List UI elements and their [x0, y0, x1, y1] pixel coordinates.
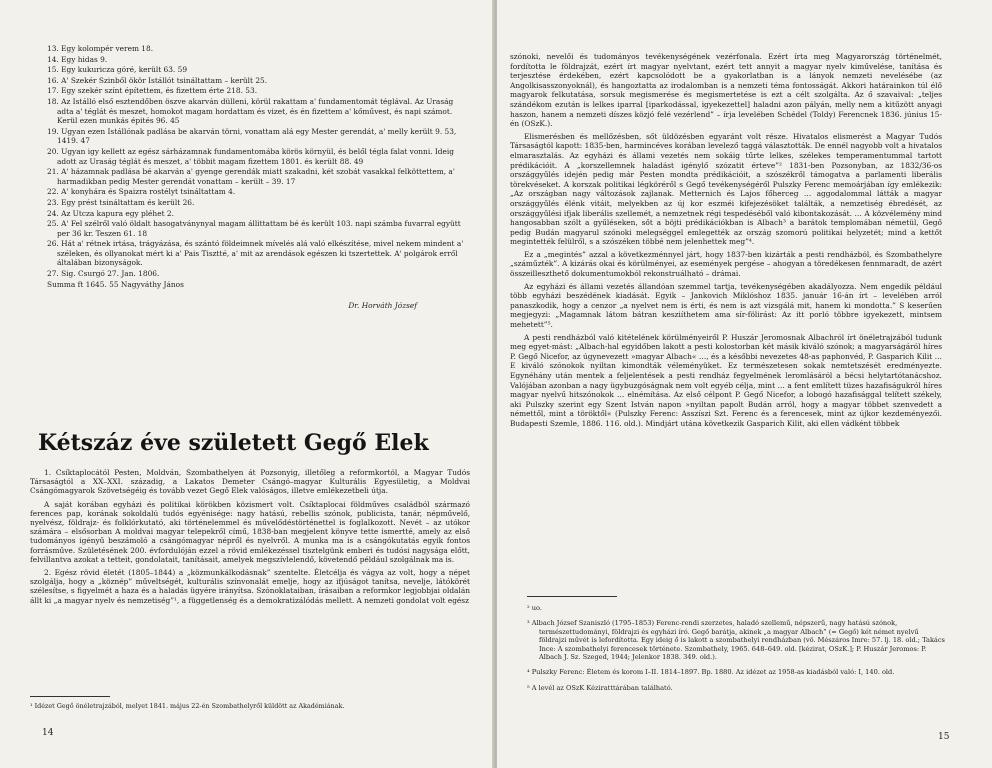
page-number: 15	[938, 732, 950, 742]
paragraph: Elismerésben és mellőzésben, sőt üldözésben egyaránt volt része. Hivatalos elismerést a Magyar Tudós Társaságtól kapott: 1835-ben, harmincéves korában levelező taggá választották. De ennél nagyobb volt a hivatalos elmarasztalás. Az egyházi és állami vezetés nem sokáig tűrte lelkes, szélekes temperamentummal tartott prédikációit. A „korszellemnek haladást igénylő szózatit érteve”² 1831-ben Pozsonyban, az 1832/36-os országgyűlés idején pedig már Pesten mondta prédikációit, a szószékről támogatva a parlamenti liberális törekvéseket. A korszak politikai légköréről s Gegő tevékenységéről Pulszky Ferenc memoárjában így emlékezik: „Az országban nagy változások zajlanak. Metternich és Lajos főherceg … aggodalommal látták a magyar országgyűlés élénk vitáit, melyekben az új kor eszméi kifejezésöket találták, a nemzetiség ébredését, az országgyűlési ifjak liberális szellemét, a nemzetnek régi tespedéséből való kibontakozását. … A közvélemény mind hangosabban szólt a gyűléseken, sőt a böjti prédikációkban is Albach³ a barátok templomában németül, Gegő pedig Budán magyarul szónoki melegséggel emlegették az ország szomorú politikai helyzetét; mind a kettőt megintették felülről, s a szószéken többé nem jelenhettek meg”⁴.	[510, 131, 942, 247]
footnote-divider	[527, 596, 617, 597]
footnote: ³ Albach József Szaniszló (1795–1853) Ferenc-rendi szerzetes, haladó szellemű, népszerű, nagy hatású szónok, természettudományi, földrajzi és egyházi író. Gegő barátja, akinek „a magyar Albach” (= Gegő) két német nyelvű földrajzi művét is lefordította. Egy ideig ő is lakott a szombathelyi rendházban (vö. Mészáros Imre: 57. lj. 18. old.; Takács Ince: A szombathelyi ferencesek története. Szombathely, 1965. 648–649. old. [kézirat, OSzK.]; P. Huszár Jeromos: P. Albach J. Sz. Szeged, 1944; Jelenkor 1838. 349. old.).	[527, 619, 945, 662]
list-item: 20. Ugyan igy kellett az egész sárházamnak fundamentomába körös környül, és belől tégla falat vonni. Ideig adott az Uraság téglát és meszet, a' többit magam fizettem 1801. és került 88. 49	[47, 146, 455, 166]
article-author: Dr. Horváth József	[348, 301, 417, 311]
footnote-divider	[30, 696, 110, 697]
footnotes	[527, 604, 947, 699]
page-number: 14	[42, 728, 54, 738]
paragraph: 2. Egész rövid életét (1805–1844) a „közmunkálkodásnak” szentelte. Életcélja és vágya az volt, hogy a népet szolgálja, hogy a „köznép” műveltségét, kulturális színvonalát emelje, hogy az ifjúságot tanítsa, nevelje, látókörét szélesítse, s figyelmét a haza és a haladás ügyére irányítsa. Szónoklataiban, írásaiban a reformkor legjobbjai oldalán állt ki „a magyar nyelv és nemzetiség”¹, a függetlenség és a demokratizálódás mellett. A nemzeti gondolat volt egész	[30, 568, 470, 605]
inventory-list	[42, 44, 472, 279]
list-item: 21. A' házamnak padlása bé akarván a' gyenge gerendák miatt szakadni, két szobát vasakkal felköttettem, a' harmadikban pedig Mester gerendát vonattam – került – 39. 17	[47, 167, 455, 186]
paragraph: A saját korában egyházi és politikai körökben közismert volt. Csíktaplocai földműves családból származó ferences pap, korának sokoldalú tudós egyénisége: nagy hatású, rebellis szónok, publicista, tanár, népművelő, nyelvész, földrajz- és folklórkutató, aki történelemmel és művelődéstörténettel is foglalkozott. Nevét – az utókor számára – elsősorban A moldvai magyar telepekről című, 1838-ban megjelent könyve tette ismertté, amely az első tudományos igényű beszámoló a csángómagyar népről és nyelvről. A munka ma is a csángókutatás egyik fontos forrásműve. Születésének 200. évfordulóján ezzel a rövid emlékezéssel tisztelgünk emberi és tudósi nagysága előtt, felvillantva azokat a tetteit, gondolatait, tanításait, amelyek megszívlelendő, követendő például szolgálnak ma is.	[30, 499, 470, 564]
list-item: 27. Sig. Csurgó 27. Jan. 1806.	[47, 269, 160, 279]
footnote: ⁴ Pulszky Ferenc: Életem és korom I–II. 1814–1897. Bp. 1880. Az idézet az 1958-as kiadásból való: I, 140. old.	[527, 668, 895, 677]
list-item: 13. Egy kolompér verem 18.	[47, 44, 154, 53]
paragraph: Ez a „megintés” azzal a következménnyel járt, hogy 1837-ben kizárták a pesti rendházból, és Szombathelyre „száműzték”. A kizárás okai és körülményei, az események pergése – ahogyan a töredékesen fennmaradt, de azért összeilleszthető dokumentumokból rekonstruálható – drámai.	[510, 249, 942, 279]
paragraph: Az egyházi és állami vezetés állandóan szemmel tartja, tevékenységében akadályozza. Nem engedik például több egyházi beszédének kiadását. Egyik – Jankovich Miklóshoz 1835. január 16-án írt – levelében arról panaszkodik, hogy a cenzor „a nyelvet nem is érti, és nem is azt vizsgálá mit, hanem ki mondotta.” S keserűen megjegyzi: „Magamnak látom bátran kesziíthetem ama sír-fölirást: Az itt porló többre igyekezett, mintsem mehetett”⁵.	[510, 281, 942, 330]
list-item: 26. Hát a' rétnek irtása, trágyázása, és szántó földeimnek mívelés alá való elkészítése, mivel nekem mindent a' széleken, és ollyanokat mért ki a' Pais Tisztté, a' mit az arendások egészen ki tszertettek. A' polgárok erről általában bizonyságok.	[47, 239, 464, 268]
list-item: 23. Egy prést tsináltattam és került 26.	[47, 197, 195, 207]
paragraph: 1. Csíktaplocától Pesten, Moldván, Szombathelyen át Pozsonyig, illetőleg a reformkortól, a Magyar Tudós Társaságtól a XX–XXI. századig, a Lakatos Demeter Csángó–magyar Kulturális Egyesületig, a Moldvai Csángómagyarok Szövetségéig és tovább vezet Gegő Elek valóságos, illetve emlékezetbeli útja.	[30, 468, 470, 496]
footnote: ² uo.	[527, 604, 542, 612]
list-item: 16. A' Szekér Szinből ökör Istállót tsináltattam – került 25.	[47, 75, 268, 85]
list-item: 19. Ugyan ezen Istállónak padlása be akarván törni, vonattam alá egy Mester gerendát, a' melly került 9. 53, 1419. 47	[47, 126, 457, 146]
right-page-body	[510, 52, 942, 432]
list-item: 25. A' Fel szélről való öldalt hasogatványnyal magam állittattam bé és került 103. napi számba fuvarral együtt per 36 kr. Teszen 61. 18	[47, 219, 461, 238]
list-item: 14. Egy hidas 9.	[47, 54, 108, 64]
inventory-section	[42, 44, 472, 310]
footnote: ⁵ A levél az OSzK Kéziratttárában található.	[527, 683, 673, 692]
summa-line: Summa ft 1645. 55 Nagyváthy János	[47, 279, 184, 289]
paragraph: A pesti rendházból való kitételének körülményeiről P. Huszár Jeromosnak Albachról írt önéletrajzából tudunk meg egyet-mást: „Albach-hal egyidőben lakott a pesti kolostorban két másik kiváló szónok; a magyarságáról híres P. Gegő Nicefor, az úgynevezett »magyar Albach« …, és a későbbi nevezetes 48-as paphonvéd, P. Gasparich Kilit … E kiváló szónokok nyiltan kimondták véleményüket. Ez természetesen sokak nemtetszését eredményezte. Egynéhány után mentek a feljelentések a pesti rendház fegyelmének leromlásáról a bécsi helytartótanácshoz. Valójában azonban a nagy ügybuzgóságnak nem volt egyéb célja, mint … a fent említett tüzes hazafiságukról híres magyar nyelvű hitszónokok … elnémítása. Az első célpont P. Gegő Nicefor, a lobogó hazafisággal telített székely, aki Pulszky szerint egy Szent István napon »nyiltan papolt Budán arról, hogy a magyar többet szenvedett a némettől, mint a töröktől« (Pulszky Ferenc: Asszíszi Szt. Ferenc és a ferencesek, mint az újkor kezdeményezői. Budapesti Szemle, 1886. 116. old.). Mindjárt utána következik Gasparich Kilit, aki ellen vádként többek	[510, 332, 942, 428]
list-item: 17. Egy szekér színt építettem, és fizettem érte 218. 53.	[47, 86, 258, 96]
article-title: Kétszáz éve született Gegő Elek	[38, 430, 429, 456]
list-item: 18. Az Istálló első esztendőben öszve akarván dülleni, körül rakattam a' fundamentomát téglával. Az Uraság adta a' téglát és meszet, homokot magam hordattam és vizet, és én fizettem a' kőművest, és napi számot. Kerül ezen munkás épités 96. 45	[47, 96, 454, 126]
list-item: 24. Az Utcza kapura egy pléhet 2.	[47, 208, 174, 218]
list-item: 15. Egy kukuricza góré, került 63. 59	[47, 65, 188, 75]
left-page	[0, 0, 494, 768]
footnote: ¹ Idézet Gegő önéletrajzából, melyet 1841. május 22-én Szombathelyről küldött az Akadémiának.	[30, 702, 345, 710]
list-item: 22. A' konyhára és Spaizra rostélyt tsináltattam 4.	[47, 187, 236, 197]
article-section	[30, 430, 470, 609]
paragraph: szónoki, nevelői és tudományos tevékenységének vezérfonala. Ezért írta meg Magyarország történelmét, fordította le földrajzát, ezért írt magyar nyelvtant, ezért tett annyit a magyar nyelv kiművelése, tanítása és terjesztése érdekében, ezért kapcsolódott be a gyakorlatban is a lányok nemzeti nevelésébe (az Angolkisasszonyoknál), és hangoztatta az irodalomban is a nemzeti téma fontosságát. Akkori határainkon túl élő magyarok felkutatása, sorsuk megismerése és megismertetése is ezt a célt szolgálta. Az ő szavaival: „teljes szándékom ezután is lelkes iparral [iparkodással, igyekezettel] haladni azon pályán, melly nem a kitűzött anyagi haszon, hanem a nemzeti díszes közjó felé vezérlend” – írja levelében Schédel (Toldy) Ferencnek 1836. június 15-én (OSzK.).	[510, 52, 942, 129]
